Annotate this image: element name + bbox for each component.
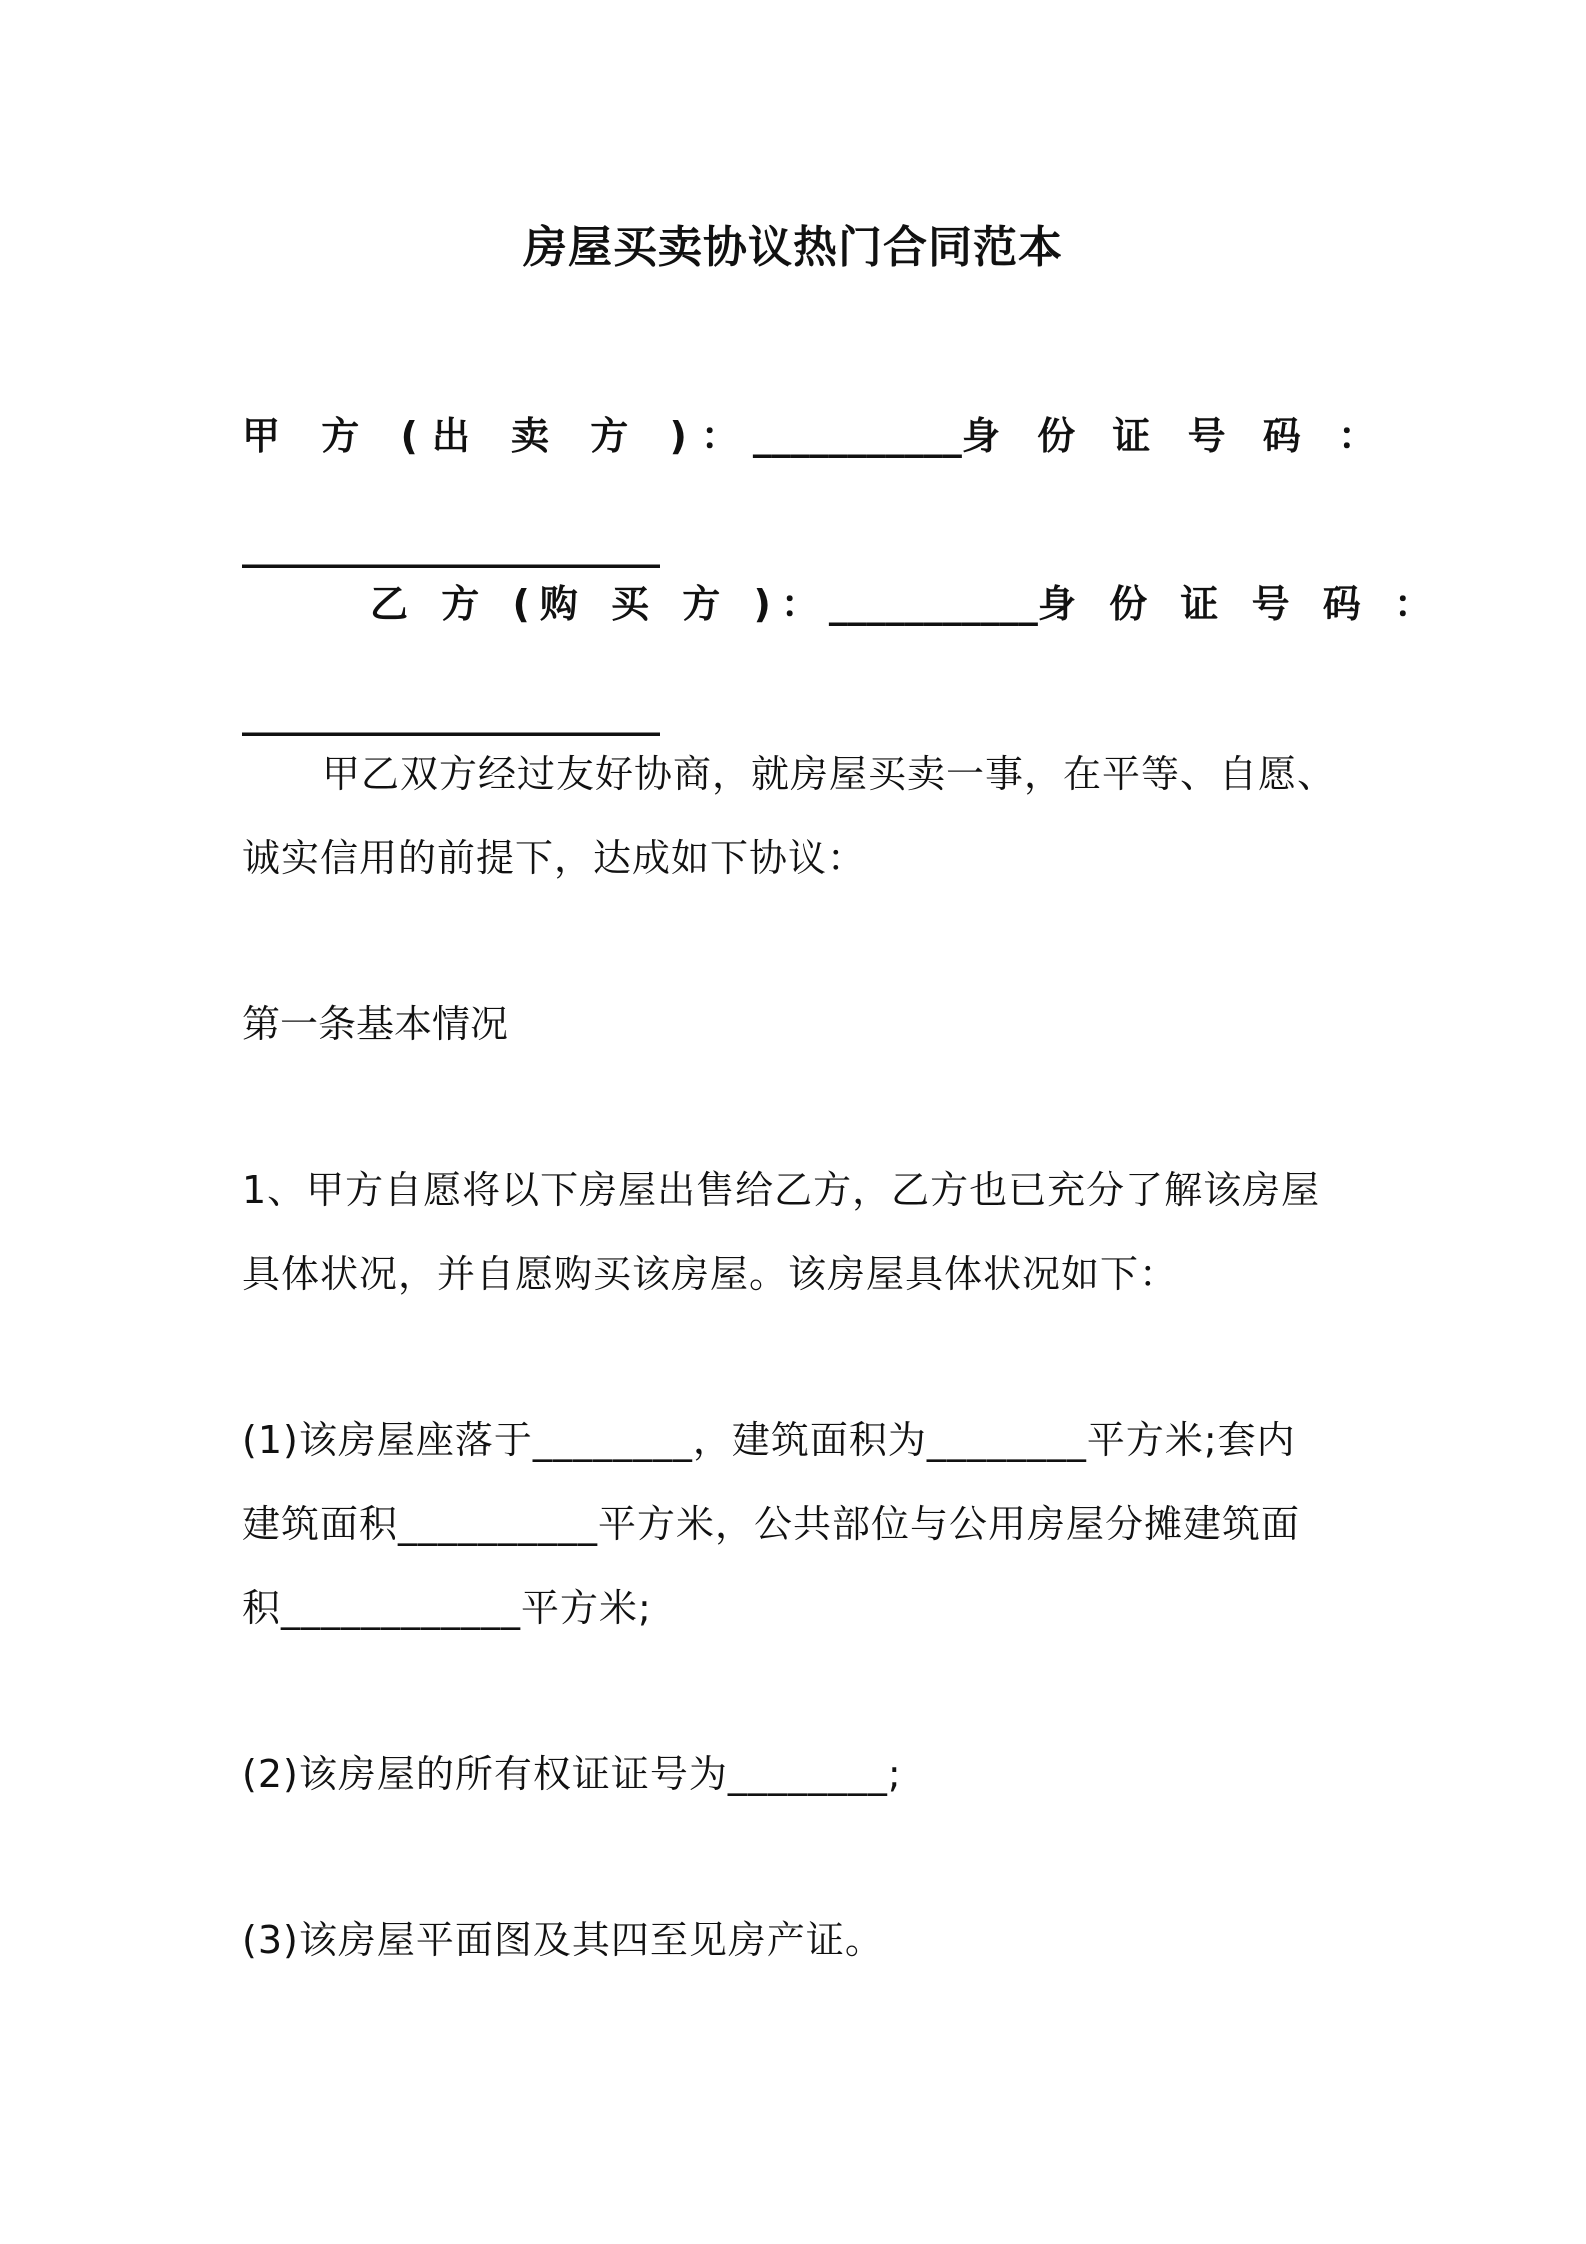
party-b-label: 乙 方 (购 买 方 )：: [370, 582, 829, 626]
sub-2-line: (2)该房屋的所有权证证号为________;: [242, 1752, 902, 1796]
item-1-line-2: 具体状况，并自愿购买该房屋。该房屋具体状况如下：: [242, 1252, 1179, 1296]
sub-1-line-1: (1)该房屋座落于________，建筑面积为________平方米;套内: [242, 1418, 1296, 1462]
party-a-name-blank: ___________: [752, 414, 962, 458]
party-a-label: 甲 方 (出 卖 方 )：: [242, 414, 753, 458]
document-title: 房屋买卖协议热门合同范本: [523, 222, 1063, 273]
party-b-line: [370, 576, 1443, 632]
sub-1-line-2: 建筑面积__________平方米，公共部位与公用房屋分摊建筑面: [242, 1502, 1301, 1546]
party-a-id-label: 身 份 证 号 码 ：: [961, 414, 1389, 458]
intro-line-1: 甲乙双方经过友好协商，就房屋买卖一事，在平等、自愿、: [322, 752, 1337, 796]
article-1-heading: 第一条基本情况: [242, 1002, 509, 1046]
sub-3-line: (3)该房屋平面图及其四至见房产证。: [242, 1918, 884, 1962]
intro-line-2: 诚实信用的前提下，达成如下协议：: [242, 836, 867, 880]
party-b-id-blank: ______________________: [242, 692, 660, 736]
sub-1-line-3: 积____________平方米;: [242, 1586, 652, 1630]
item-1-line-1: 1、甲方自愿将以下房屋出售给乙方，乙方也已充分了解该房屋: [242, 1168, 1321, 1212]
party-a-id-blank: ______________________: [242, 524, 660, 568]
party-b-id-label: 身 份 证 号 码 ：: [1037, 582, 1443, 626]
party-b-name-blank: ___________: [828, 582, 1038, 626]
party-a-line: [242, 408, 1389, 464]
